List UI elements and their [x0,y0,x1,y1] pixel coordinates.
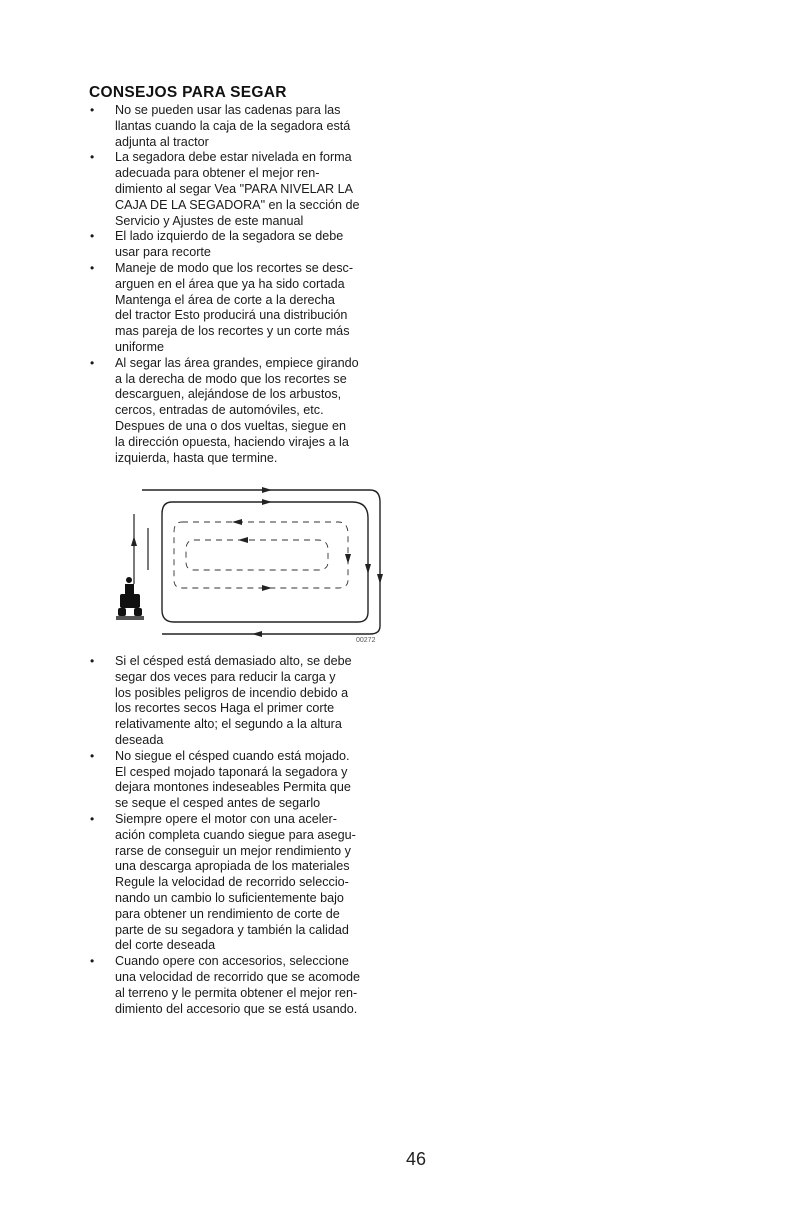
tip-text: El lado izquierdo de la segadora se debe usar para recorte [115,229,344,260]
mowing-pattern-diagram [112,484,387,644]
fourth-path [186,540,328,570]
bullet-icon: • [90,811,95,826]
bullet-icon: • [90,355,95,370]
bullet-icon: • [90,954,95,969]
tip-text: Si el césped está demasiado alto, se debe segar dos veces para reducir la carga y los posibles peligros de incendio debido a los recortes secos Haga el primer corte relativamente alto; el segundo a la altura deseada [115,654,352,747]
list-item [89,261,429,356]
arrow-icon [131,536,137,546]
list-item [89,654,429,749]
tip-text: Maneje de modo que los recortes se desc- arguen en el área que ya ha sido cortada Mantenga el área de corte a la derecha del tractor Esto producirá una distribución mas pareja de los recortes y un corte más uniforme [115,260,354,354]
tip-text: No siegue el césped cuando está mojado. El cesped mojado taponará la segadora y dejara montones indeseables Permita que se seque el cesped antes de segarlo [115,748,351,811]
second-path [162,502,368,622]
bullet-icon: • [90,150,95,165]
arrow-icon [232,519,242,525]
list-item [89,103,429,150]
tractor-icon [116,577,144,620]
arrow-icon [252,631,262,637]
page-number: 46 [406,1149,427,1169]
bullet-icon: • [90,654,95,668]
arrow-icon [345,554,351,564]
tip-text: Cuando opere con accesorios, seleccione una velocidad de recorrido que se acomode al terreno y le permita obtener el mejor ren- dimiento del accesorio que se está usando. [115,954,361,1016]
list-item [89,356,429,467]
arrow-icon [238,537,248,543]
list-item [89,749,429,812]
tip-text: Al segar las área grandes, empiece girando a la derecha de modo que los recortes se descarguen, alejándose de los arbustos, cercos, entradas de automóviles, etc. Despues de una o dos vueltas, siegue en la dirección opuesta, haciendo virajes a la izquierda, hasta que termine. [115,355,359,465]
bullet-icon: • [90,103,95,117]
bullet-icon: • [90,229,95,244]
section-heading: CONSEJOS PARA SEGAR [89,84,287,101]
list-item [89,229,429,261]
tip-text: La segadora debe estar nivelada en forma adecuada para obtener el mejor ren- dimiento al segar Vea "PARA NIVELAR LA CAJA DE LA SEGADORA" en la sección de Servicio y Ajustes de este manual [115,150,360,228]
tips-list-top [89,103,429,466]
list-item [89,150,429,229]
arrow-icon [262,585,272,591]
tip-text: No se pueden usar las cadenas para las llantas cuando la caja de la segadora está adjunta al tractor [115,103,351,149]
bullet-icon: • [90,260,95,275]
tip-text: Siempre opere el motor con una aceler- ación completa cuando siegue para asegu- rarse de conseguir un mejor rendimiento y una descarga apropiada de los materiales Regule la velocidad de recorrido seleccio- nando un cambio lo suficientemente bajo para obtener un rendimiento de corte de parte de su segadora y también la calidad del corte deseada [115,811,356,953]
arrow-icon [377,574,383,584]
list-item [89,954,429,1017]
arrow-icon [262,487,272,493]
tips-list-bottom [89,654,429,1017]
third-path [174,522,348,588]
list-item [89,812,429,954]
outer-path [142,490,380,634]
figure-code: 00272 [356,637,376,644]
arrow-icon [365,564,371,574]
arrow-icon [262,499,272,505]
bullet-icon: • [90,748,95,763]
